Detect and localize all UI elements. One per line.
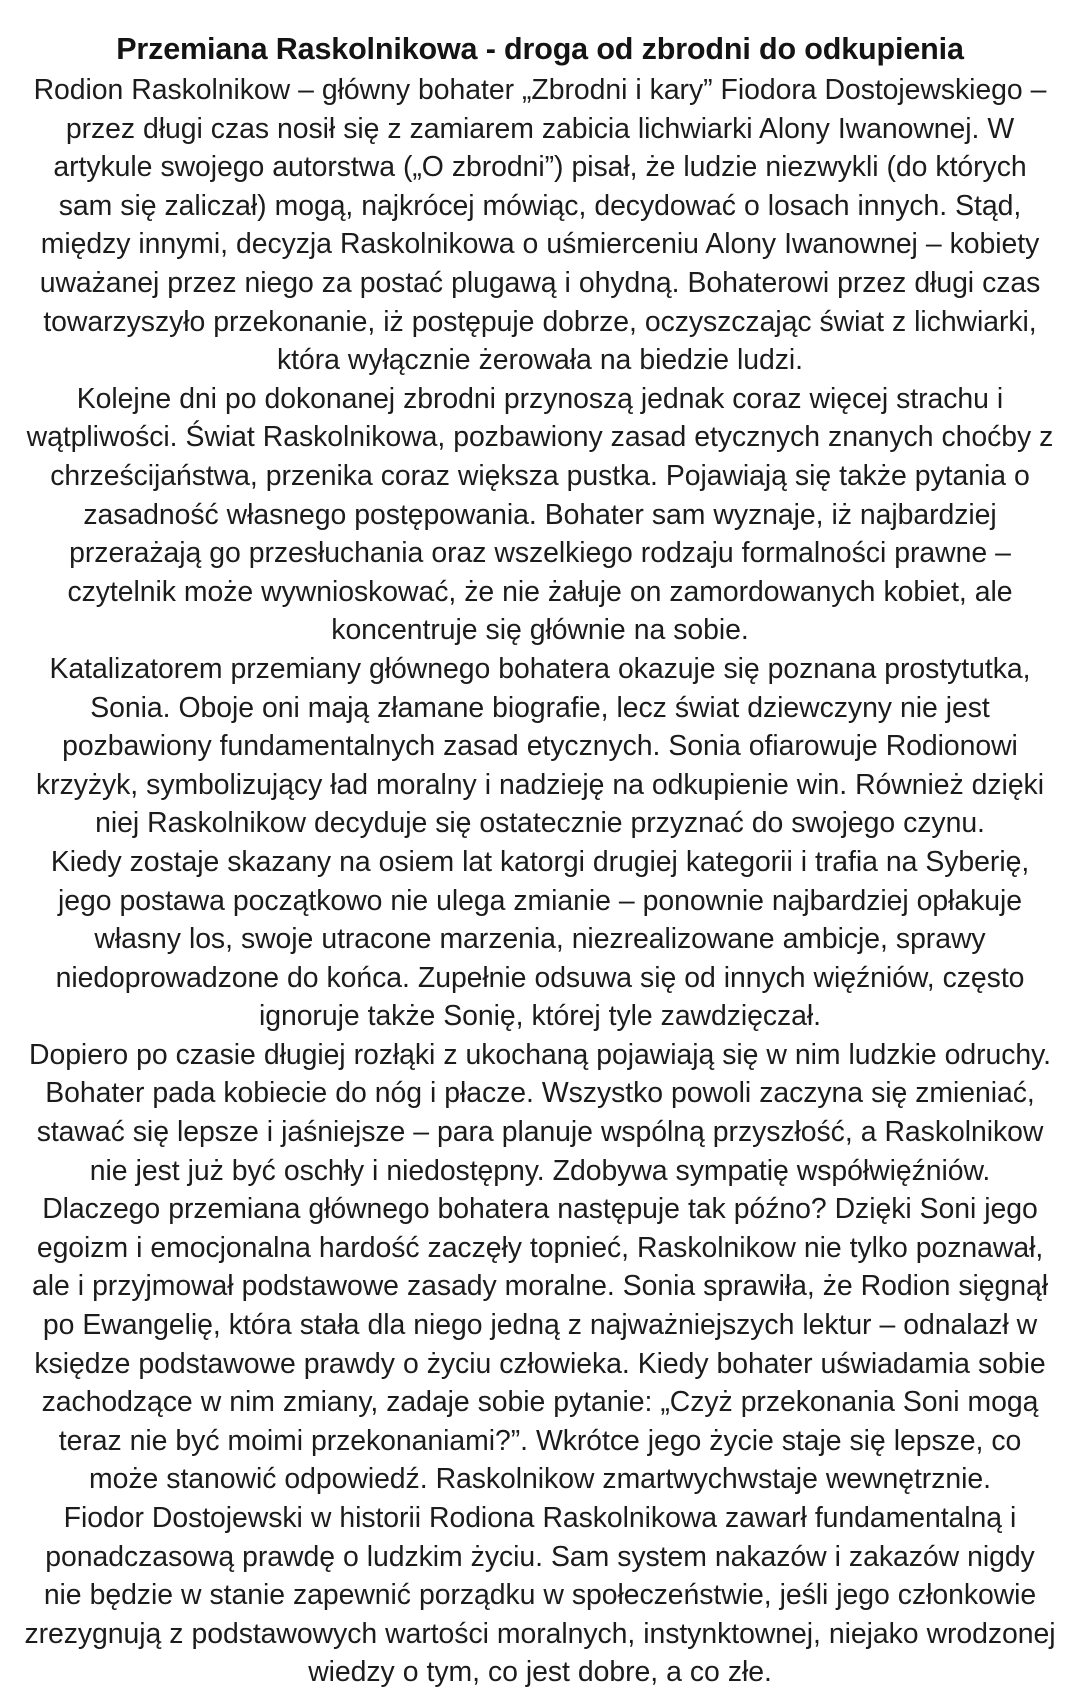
essay-paragraph-7: Fiodor Dostojewski w historii Rodiona Raskolnikowa zawarł fundamentalną i ponadczasową prawdę o ludzkim życiu. Sam system nakazów i zakazów nigdy nie będzie w stanie zapewnić porządku w społeczeństwie, jeśli jego członkowie zrezygnują z podstawowych wartości moralnych, instynktownej, niejako wrodzonej wiedzy o tym, co jest dobre, a co złe. [24,1502,1056,1689]
essay-paragraph-1: Rodion Raskolnikow – główny bohater „Zbrodni i kary” Fiodora Dostojewskiego – przez długi czas nosił się z zamiarem zabicia lichwiarki Alony Iwanownej. W artykule swojego autorstwa („O zbrodni”) pisał, że ludzie niezwykli (do których sam się zaliczał) mogą, najkrócej mówiąc, decydować o losach innych. Stąd, między innymi, decyzja Raskolnikowa o uśmierceniu Alony Iwanownej – kobiety uważanej przez niego za postać plugawą i ohydną. Bohaterowi przez długi czas towarzyszyło przekonanie, iż postępuje dobrze, oczyszczając świat z lichwiarki, która wyłącznie żerowała na biedzie ludzi. [33,74,1047,377]
essay-paragraph-2: Kolejne dni po dokonanej zbrodni przynoszą jednak coraz więcej strachu i wątpliwości. Świat Raskolnikowa, pozbawiony zasad etycznych znanych choćby z chrześcijaństwa, przenika coraz większa pustka. Pojawiają się także pytania o zasadność własnego postępowania. Bohater sam wyznaje, iż najbardziej przerażają go przesłuchania oraz wszelkiego rodzaju formalności prawne – czytelnik może wywnioskować, że nie żałuje on zamordowanych kobiet, ale koncentruje się głównie na sobie. [26,382,1054,647]
essay-paragraph-3: Katalizatorem przemiany głównego bohatera okazuje się poznana prostytutka, Sonia. Oboje oni mają złamane biografie, lecz świat dziewczyny nie jest pozbawiony fundamentalnych zasad etycznych. Sonia ofiarowuje Rodionowi krzyżyk, symbolizujący ład moralny i nadzieję na odkupienie win. Również dzięki niej Raskolnikow decyduje się ostatecznie przyznać do swojego czynu. [36,652,1044,840]
essay-paragraph-6: Dlaczego przemiana głównego bohatera następuje tak późno? Dzięki Soni jego egoizm i emocjonalna hardość zaczęły topnieć, Raskolnikow nie tylko poznawał, ale i przyjmował podstawowe zasady moralne. Sonia sprawiła, że Rodion sięgnął po Ewangelię, która stała dla niego jedną z najważniejszych lektur – odnalazł w księdze podstawowe prawdy o życiu człowieka. Kiedy bohater uświadamia sobie zachodzące w nim zmiany, zadaje sobie pytanie: „Czyż przekonania Soni mogą teraz nie być moimi przekonaniami?”. Wkrótce jego życie staje się lepsze, co może stanowić odpowiedź. Raskolnikow zmartwychwstaje wewnętrznie. [32,1193,1048,1496]
essay-paragraph-4: Kiedy zostaje skazany na osiem lat katorgi drugiej kategorii i trafia na Syberię, jego postawa początkowo nie ulega zmianie – ponownie najbardziej opłakuje własny los, swoje utracone marzenia, niezrealizowane ambicje, sprawy niedoprowadzone do końca. Zupełnie odsuwa się od innych więźniów, często ignoruje także Sonię, której tyle zawdzięczał. [50,845,1030,1033]
essay-paragraph-5: Dopiero po czasie długiej rozłąki z ukochaną pojawiają się w nim ludzkie odruchy. Bohater pada kobiecie do nóg i płacze. Wszystko powoli zaczyna się zmieniać, stawać się lepsze i jaśniejsze – para planuje wspólną przyszłość, a Raskolnikow nie jest już być oschły i niedostępny. Zdobywa sympatię współwięźniów. [29,1038,1051,1187]
page-title: Przemiana Raskolnikowa - droga od zbrodni do odkupienia [116,32,964,66]
